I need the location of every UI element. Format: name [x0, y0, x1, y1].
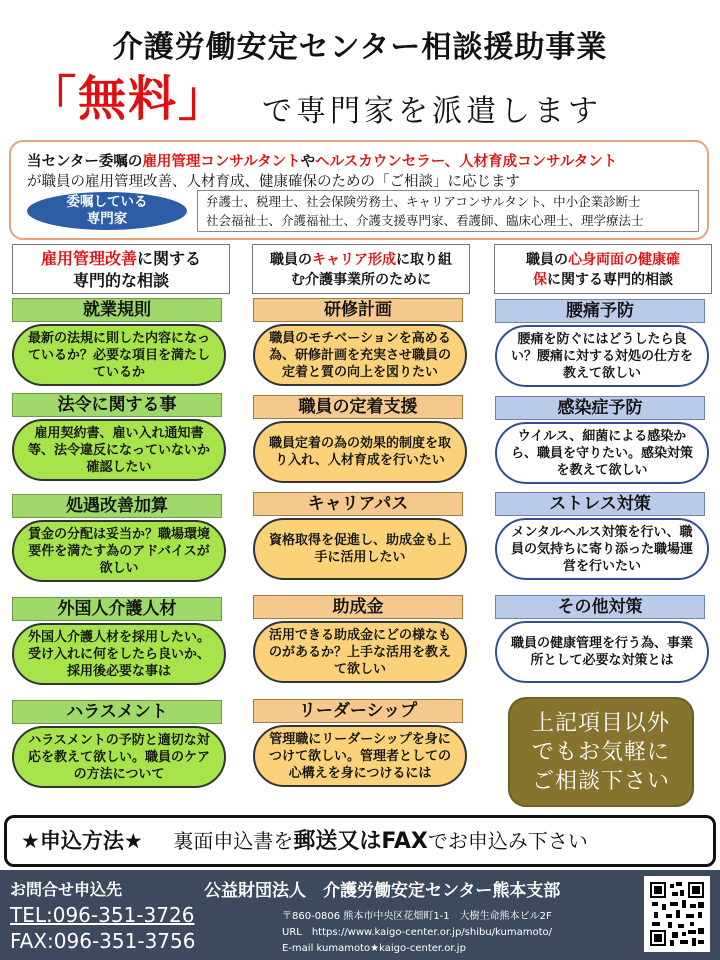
postal-address: 〒860-0806 熊本市中央区花畑町1-1 大樹生命熊本ビル2F — [282, 911, 552, 922]
application-method-box — [4, 815, 716, 867]
experts-list-line: 社会福祉士、介護福祉士、介護支援専門家、看護師、臨床心理士、理学療法士 — [206, 213, 644, 228]
other-consult-line: ご相談下さい — [531, 769, 670, 794]
column-header-text: 職員の — [270, 252, 312, 268]
topic-label-treatment: 処遇改善加算 — [12, 494, 222, 518]
topic-card-other: 職員の健康管理を行う為、事業所として必要な対策とは — [495, 621, 709, 683]
intro-line-2: が職員の雇用管理改善、人材育成、健康確保のための「ご相談」に応じます — [27, 174, 520, 190]
column-header-text: む介護事業所のために — [291, 272, 431, 288]
intro-text: や — [300, 154, 316, 170]
topic-card-treatment: 賃金の分配は妥当か？職場環境要件を満たす為のアドバイスが欲しい — [12, 520, 226, 582]
experts-list-line: 弁護士、税理士、社会保険労務士、キャリアコンサルタント、中小企業診断士 — [206, 194, 641, 209]
organization-name: 公益財団法人 介護労働安定センター熊本支部 — [204, 881, 561, 901]
column-header-employment — [12, 244, 230, 294]
intro-highlight: 雇用管理コンサルタント — [142, 154, 301, 170]
topic-label-career-path: キャリアパス — [253, 492, 463, 516]
topic-card-harassment: ハラスメントの予防と適切な対応を教えて欲しい。職員のケアの方法について — [12, 726, 226, 788]
address-block — [282, 909, 552, 957]
intro-text: 当センター委嘱の — [27, 154, 143, 170]
application-method-emphasis: 郵送又はFAX — [293, 829, 428, 854]
qr-code-icon[interactable] — [644, 876, 710, 952]
experts-badge — [27, 192, 187, 230]
topic-card-legal: 雇用契約書、雇い入れ通知書等、法令違反になっていないか確認したい — [12, 419, 226, 481]
intro-line-1 — [27, 150, 617, 171]
experts-list — [197, 190, 699, 232]
topic-card-stress: メンタルヘルス対策を行い、職員の気持ちに寄り添った職場運営を行いたい — [495, 518, 709, 580]
intro-highlight: ヘルスカウンセラー、人材育成コンサルタント — [315, 154, 618, 170]
topic-card-back-pain: 腰痛を防ぐにはどうしたら良い？腰痛に対する対処の仕方を教えて欲しい — [495, 325, 709, 387]
topic-label-training: 研修計画 — [253, 298, 463, 322]
topic-label-stress: ストレス対策 — [495, 492, 705, 516]
other-consult-line: でもお気軽に — [531, 740, 670, 765]
free-heading: 「無料」 — [28, 71, 229, 127]
topic-card-leadership: 管理職にリーダーシップを身につけて欲しい。管理者としての心構えを身につけるには — [253, 725, 467, 787]
column-header-highlight: キャリア形成 — [312, 252, 396, 268]
topic-label-leadership: リーダーシップ — [253, 699, 463, 723]
topic-label-infection: 感染症予防 — [495, 396, 705, 420]
telephone-number[interactable]: TEL:096-351-3726 — [10, 903, 195, 927]
other-consult-box — [508, 697, 694, 807]
topic-card-retention: 職員定着の為の効果的制度を取り入れ、人材育成を行いたい — [253, 421, 467, 483]
topic-card-foreign-staff: 外国人介護人材を採用したい。受け入れに何をしたら良いか、採用後必要な事は — [12, 623, 226, 685]
topic-card-subsidy: 活用できる助成金にどの様なものがあるか？上手な活用を教えて欲しい — [253, 621, 467, 683]
topic-label-other: その他対策 — [495, 595, 705, 619]
topic-card-infection: ウイルス、細菌による感染から、職員を守りたい。感染対策を教えて欲しい — [495, 422, 709, 484]
topic-label-foreign-staff: 外国人介護人材 — [12, 597, 222, 621]
fax-number: FAX:096-351-3756 — [10, 929, 196, 953]
column-header-health — [494, 244, 712, 294]
topic-label-work-rules: 就業規則 — [12, 298, 222, 322]
application-method-text: でお申込み下さい — [427, 829, 588, 853]
column-header-text: に取り組 — [396, 252, 452, 268]
column-header-text: に関する専門的相談 — [547, 272, 673, 288]
column-header-text: 職員の — [526, 252, 568, 268]
experts-badge-line: 専門家 — [86, 211, 128, 227]
topic-card-work-rules: 最新の法規に則した内容になっているか？必要な項目を満たしているか — [12, 324, 226, 386]
application-method-text: 裏面申込書を — [173, 829, 294, 853]
column-header-highlight: 保 — [533, 272, 547, 288]
website-url[interactable]: URL https://www.kaigo-center.or.jp/shibu/kumamoto/ — [282, 927, 553, 938]
column-header-text: に関する — [137, 249, 202, 268]
contact-label: お問合せ申込先 — [10, 880, 123, 899]
contact-footer — [0, 870, 720, 960]
topic-label-legal: 法令に関する事 — [12, 393, 222, 417]
topic-label-harassment: ハラスメント — [12, 700, 222, 724]
intro-box — [9, 140, 709, 240]
experts-badge-line: 委嘱している — [66, 194, 148, 210]
page-title: 介護労働安定センター相談援助事業 — [112, 30, 608, 65]
qr-code-graphic — [648, 880, 706, 948]
other-consult-line: 上記項目以外 — [531, 711, 670, 736]
column-header-highlight: 心身両面の健康確 — [568, 252, 680, 268]
column-header-text: 専門的な相談 — [72, 271, 169, 290]
column-header-highlight: 雇用管理改善 — [40, 249, 137, 268]
topic-card-training: 職員のモチベーションを高める為、研修計画を充実させ職員の定着と質の向上を図りたい — [253, 324, 467, 386]
email-address[interactable]: E-mail kumamoto★kaigo-center.or.jp — [282, 943, 466, 954]
topic-label-subsidy: 助成金 — [253, 595, 463, 619]
topic-card-career-path: 資格取得を促進し、助成金も上手に活用したい — [253, 518, 467, 580]
page-subtitle: で専門家を派遣します — [262, 94, 602, 129]
topic-label-back-pain: 腰痛予防 — [495, 299, 705, 323]
column-header-career — [252, 244, 470, 294]
application-method-heading: ★申込方法★ — [21, 829, 143, 853]
topic-label-retention: 職員の定着支援 — [253, 395, 463, 419]
